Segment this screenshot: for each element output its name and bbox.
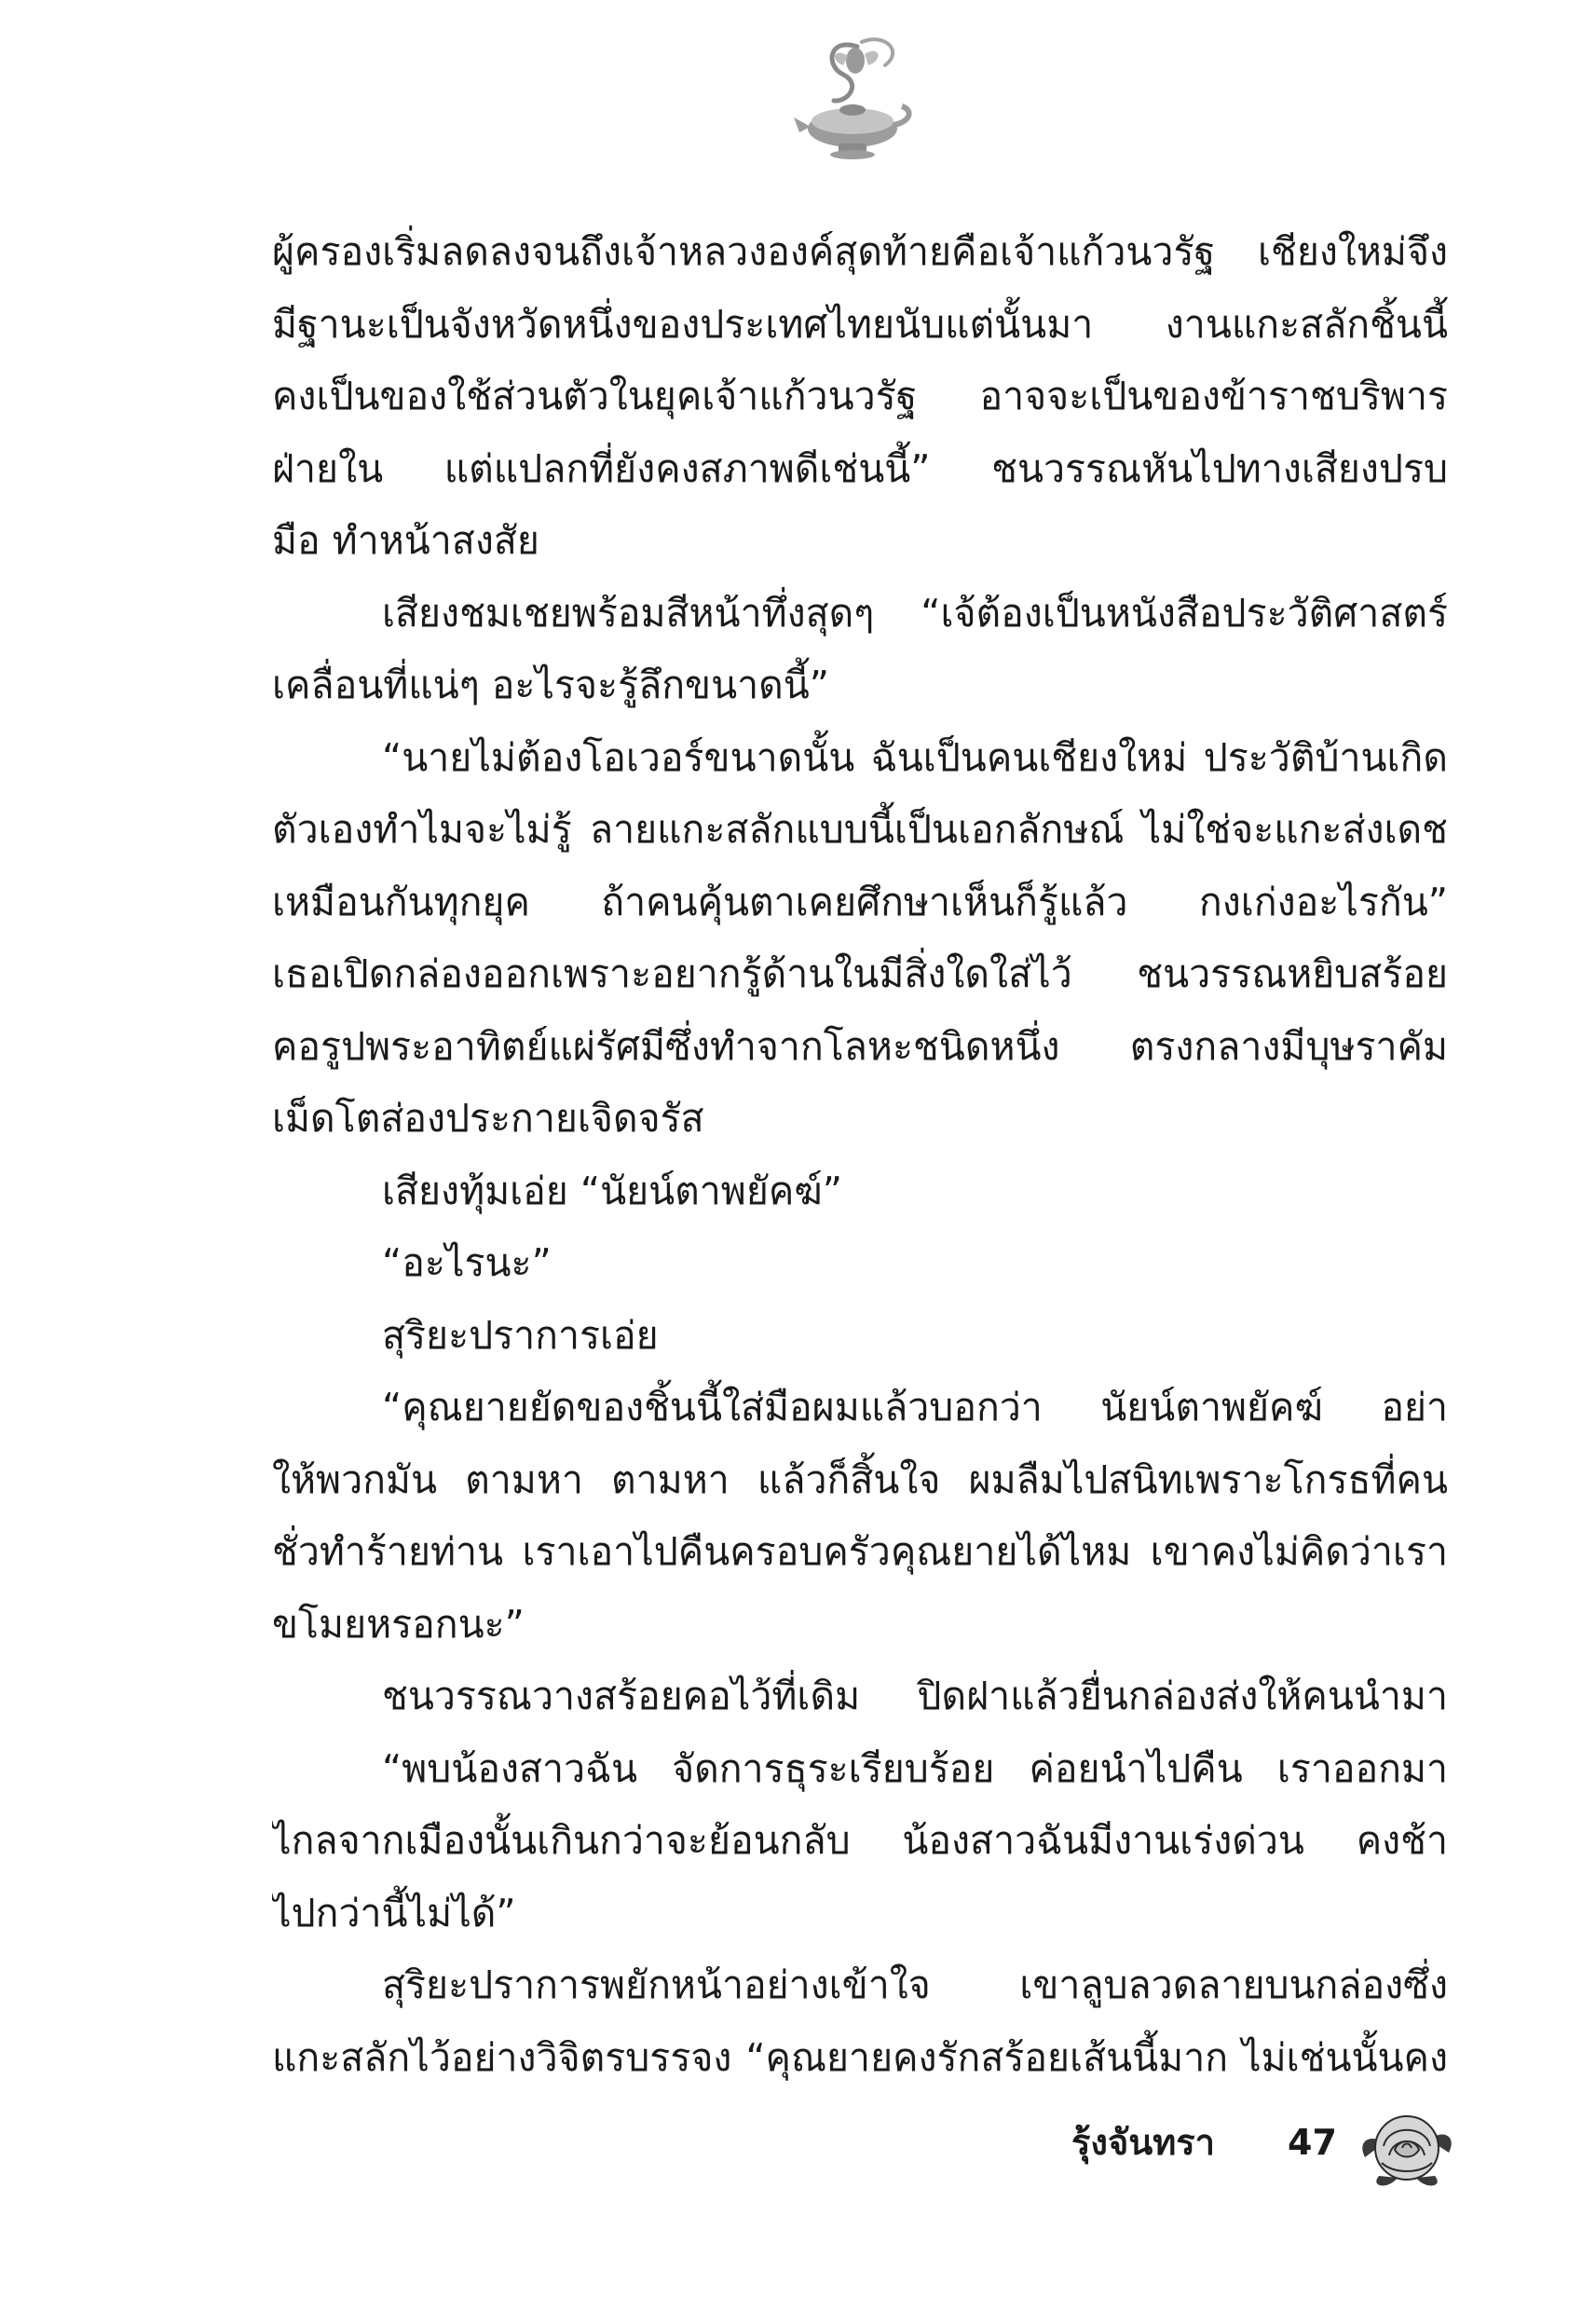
text-line: “คุณยายยัดของชิ้นนี้ใส่มือผมแล้วบอกว่า นัยน์ตาพยัคฆ์ อย่า <box>382 1385 1448 1429</box>
text-line: เหมือนกันทุกยุค ถ้าคนคุ้นตาเคยศึกษาเห็นก็รู้แล้ว กงเก่งอะไรกัน” <box>272 879 1448 924</box>
text-line: “อะไรนะ” <box>382 1240 552 1285</box>
text-line: ชนวรรณวางสร้อยคอไว้ที่เดิม ปิดฝาแล้วยื่นกล่องส่งให้คนนำมา <box>382 1674 1448 1718</box>
page-number: 47 <box>1288 2122 1337 2163</box>
text-line: ชั่วทำร้ายท่าน เราเอาไปคืนครอบครัวคุณยายได้ไหม เขาคงไม่คิดว่าเรา <box>272 1529 1448 1574</box>
text-line: ขโมยหรอกนะ” <box>272 1601 525 1647</box>
text-line: เธอเปิดกล่องออกเพราะอยากรู้ด้านในมีสิ่งใดใส่ไว้ ชนวรรณหยิบสร้อย <box>272 951 1448 996</box>
text-line: “พบน้องสาวฉัน จัดการธุระเรียบร้อย ค่อยนำไปคืน เราออกมา <box>382 1745 1448 1791</box>
text-line: สุริยะปราการเอ่ย <box>382 1312 659 1358</box>
text-line: มือ ทำหน้าสงสัย <box>272 518 539 563</box>
text-line: คงเป็นของใช้ส่วนตัวในยุคเจ้าแก้วนวรัฐ อาจจะเป็นของข้าราชบริพาร <box>272 374 1448 418</box>
page-footer <box>1071 2101 1463 2190</box>
text-line: สุริยะปราการพยักหน้าอย่างเข้าใจ เขาลูบลวดลายบนกล่องซึ่ง <box>382 1962 1448 2007</box>
rose-icon <box>1356 2101 1458 2190</box>
text-line: มีฐานะเป็นจังหวัดหนึ่งของประเทศไทยนับแต่นั้นมา งานแกะสลักชิ้นนี้ <box>272 301 1448 347</box>
text-line: “นายไม่ต้องโอเวอร์ขนาดนั้น ฉันเป็นคนเชียงใหม่ ประวัติบ้านเกิด <box>382 734 1448 780</box>
text-line: แกะสลักไว้อย่างวิจิตรบรรจง “คุณยายคงรักสร้อยเส้นนี้มาก ไม่เช่นนั้นคง <box>272 2034 1448 2080</box>
genie-lamp-icon <box>792 28 913 168</box>
body-text <box>272 216 1448 2094</box>
text-line: ฝ่ายใน แต่แปลกที่ยังคงสภาพดีเช่นนี้” ชนวรรณหันไปทางเสียงปรบ <box>272 445 1448 491</box>
text-line: เสียงทุ้มเอ่ย “นัยน์ตาพยัคฆ์” <box>382 1168 842 1213</box>
text-line: ไปกว่านี้ไม่ได้” <box>272 1890 516 1935</box>
text-line: เม็ดโตส่องประกายเจิดจรัส <box>272 1096 704 1141</box>
text-line: ตัวเองทำไมจะไม่รู้ ลายแกะสลักแบบนี้เป็นเอกลักษณ์ ไม่ใช่จะแกะส่งเดช <box>272 807 1448 852</box>
text-line: ผู้ครองเริ่มลดลงจนถึงเจ้าหลวงองค์สุดท้ายคือเจ้าแก้วนวรัฐ เชียงใหม่จึง <box>272 229 1448 274</box>
text-line: คอรูปพระอาทิตย์แผ่รัศมีซึ่งทำจากโลหะชนิดหนึ่ง ตรงกลางมีบุษราคัม <box>272 1023 1448 1069</box>
text-line: เคลื่อนที่แน่ๆ อะไรจะรู้ลึกขนาดนี้” <box>272 663 830 707</box>
text-line: ให้พวกมัน ตามหา ตามหา แล้วก็สิ้นใจ ผมลืมไปสนิทเพราะโกรธที่คน <box>272 1456 1448 1502</box>
book-title: รุ้งจันทรา <box>1071 2122 1216 2163</box>
text-line: ไกลจากเมืองนั้นเกินกว่าจะย้อนกลับ น้องสาวฉันมีงานเร่งด่วน คงช้า <box>272 1818 1448 1863</box>
text-line: เสียงชมเชยพร้อมสีหน้าทึ่งสุดๆ “เจ้ต้องเป็นหนังสือประวัติศาสตร์ <box>382 590 1448 636</box>
